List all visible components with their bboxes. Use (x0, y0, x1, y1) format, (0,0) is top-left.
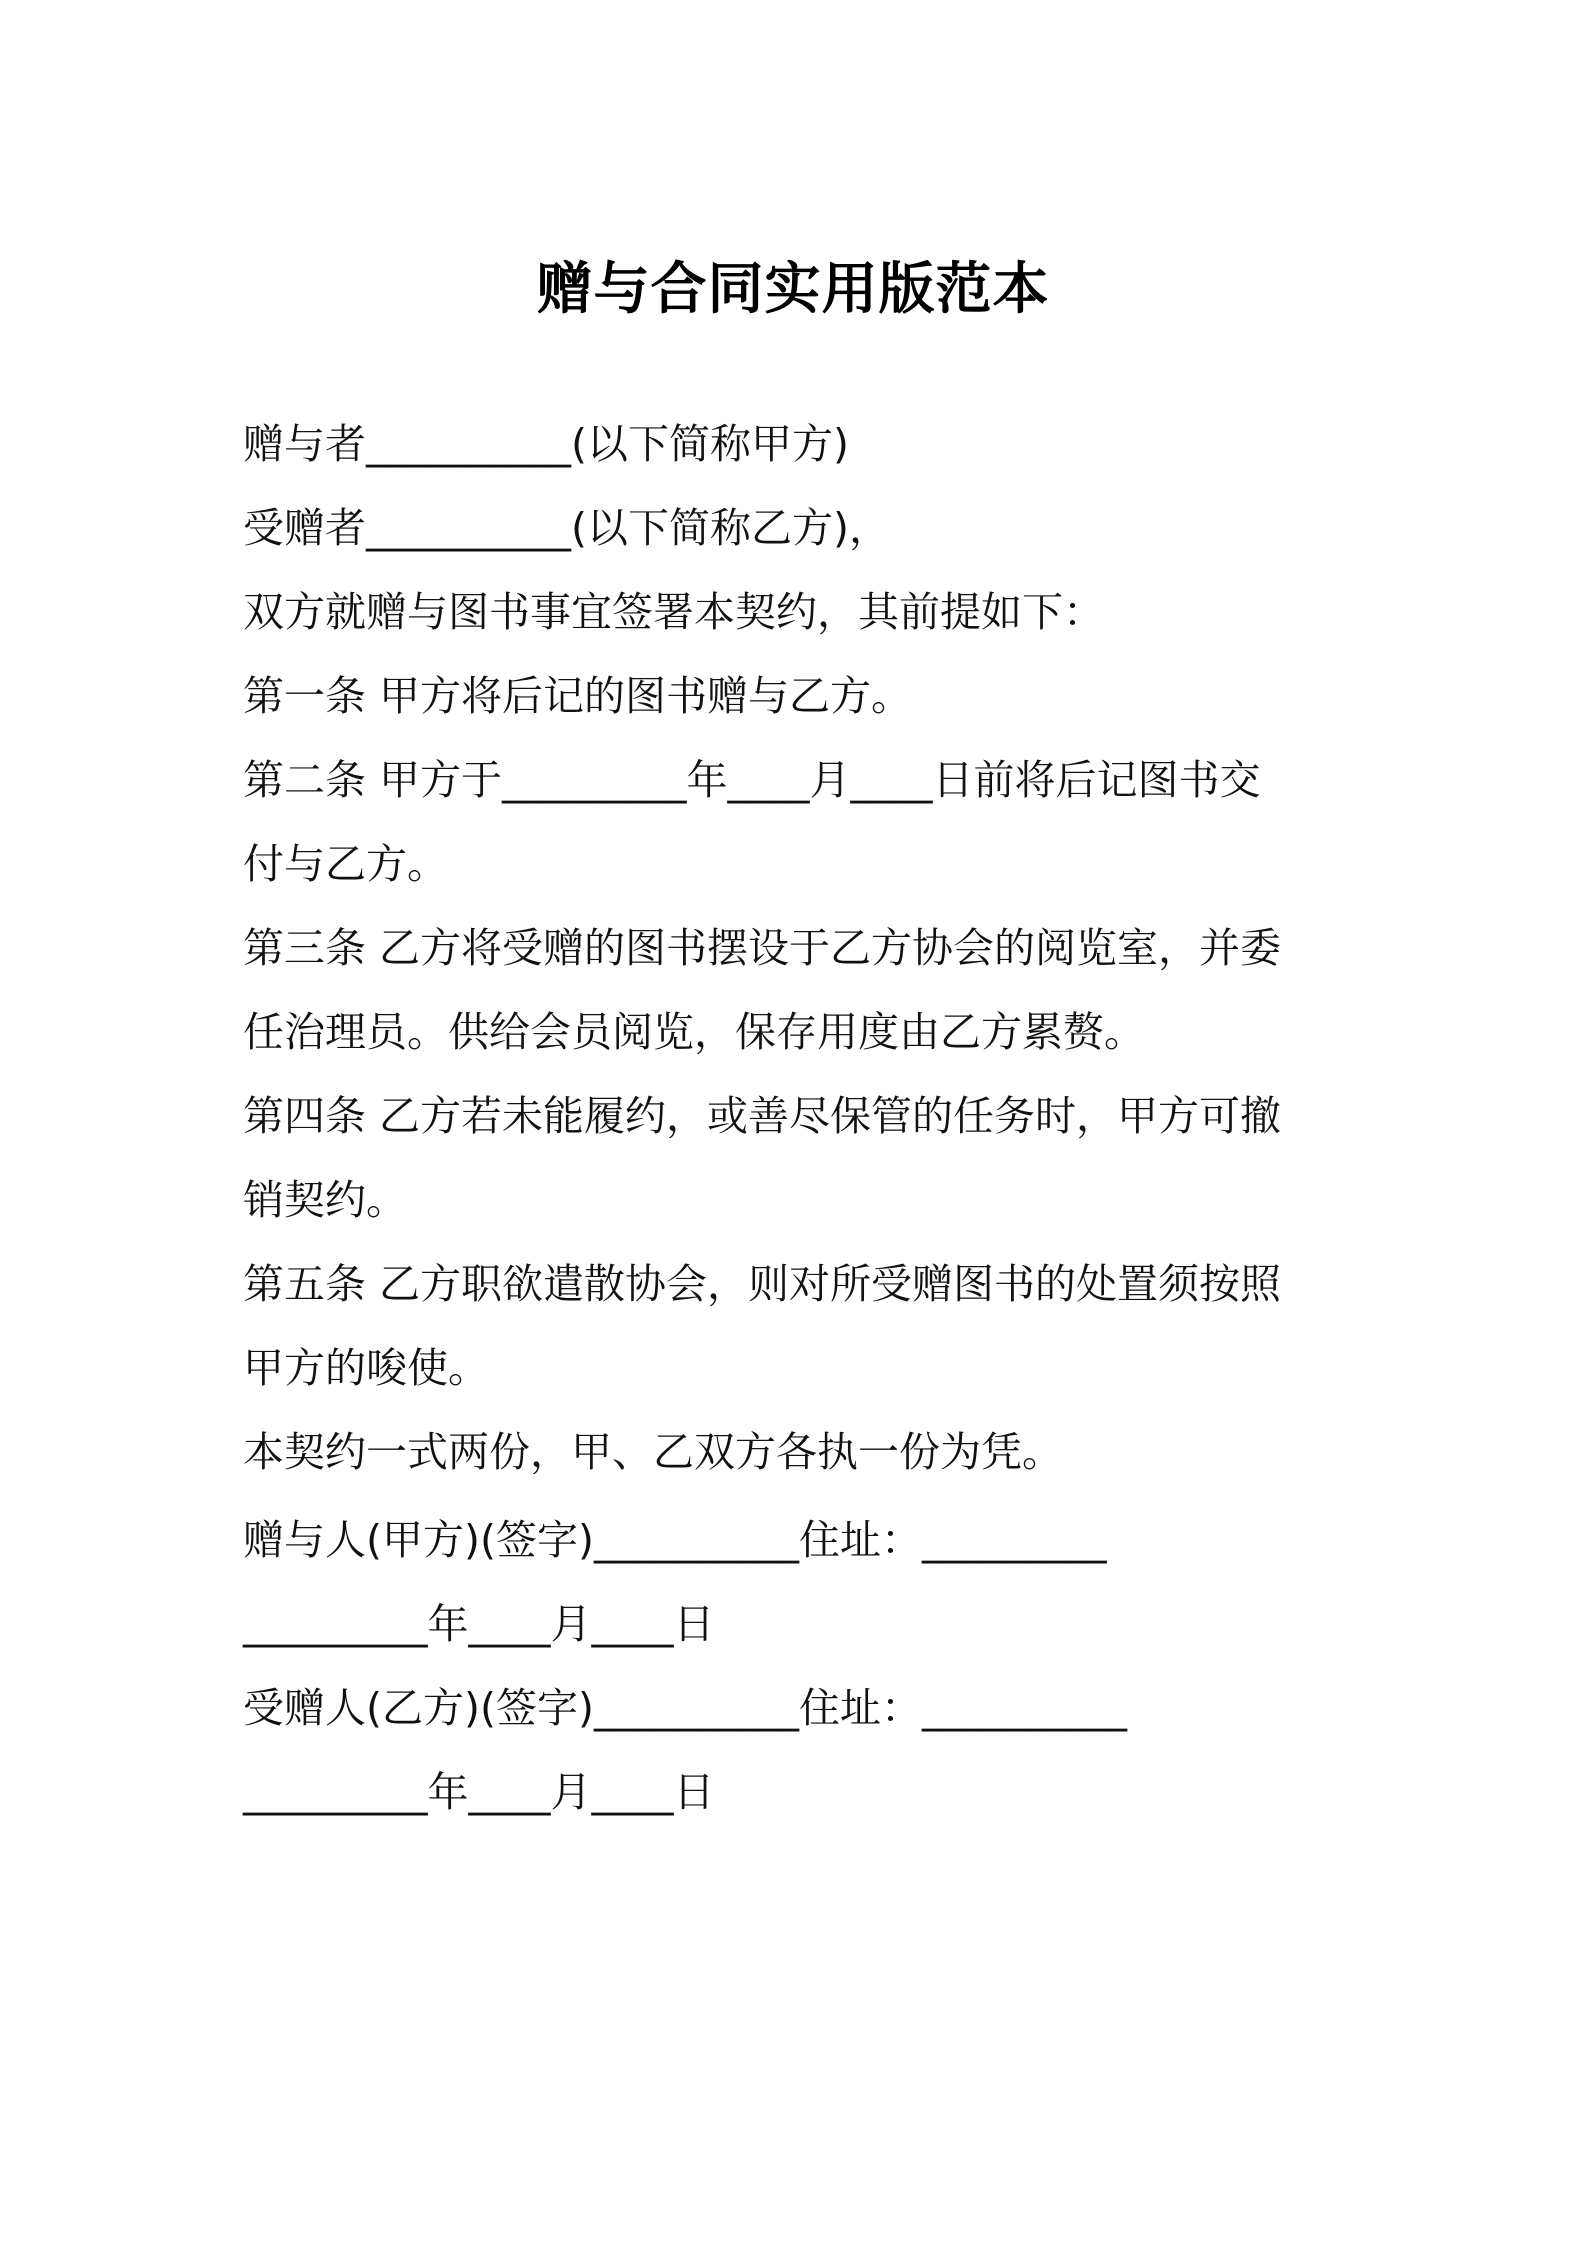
recipient-date-line: _________年____月____日 (243, 1768, 715, 1816)
document-title: 赠与合同实用版范本 (536, 257, 1050, 322)
recipient-signature-line: 受赠人(乙方)(签字)__________住址：__________ (243, 1684, 1127, 1732)
article-2-line-1: 第二条 甲方于_________年____月____日前将后记图书交 (243, 756, 1261, 804)
recipient-line: 受赠者__________(以下简称乙方)， (243, 504, 890, 552)
donor-line: 赠与者__________(以下简称甲方) (243, 420, 849, 468)
article-5-line-2: 甲方的唆使。 (243, 1344, 489, 1392)
donor-date-line: _________年____月____日 (243, 1600, 715, 1648)
donor-signature-line: 赠与人(甲方)(签字)__________住址：_________ (243, 1516, 1107, 1564)
article-4-line-1: 第四条 乙方若未能履约，或善尽保管的任务时，甲方可撤 (243, 1092, 1282, 1140)
article-4-line-2: 销契约。 (243, 1176, 407, 1224)
article-3-line-2: 任治理员。供给会员阅览，保存用度由乙方累赘。 (243, 1008, 1145, 1056)
article-2-line-2: 付与乙方。 (243, 840, 448, 888)
article-3-line-1: 第三条 乙方将受赠的图书摆设于乙方协会的阅览室，并委 (243, 924, 1282, 972)
copies-clause: 本契约一式两份，甲、乙双方各执一份为凭。 (243, 1428, 1063, 1476)
article-5-line-1: 第五条 乙方职欲遣散协会，则对所受赠图书的处置须按照 (243, 1260, 1282, 1308)
article-1: 第一条 甲方将后记的图书赠与乙方。 (243, 672, 913, 720)
preamble-line: 双方就赠与图书事宜签署本契约，其前提如下： (243, 588, 1104, 636)
